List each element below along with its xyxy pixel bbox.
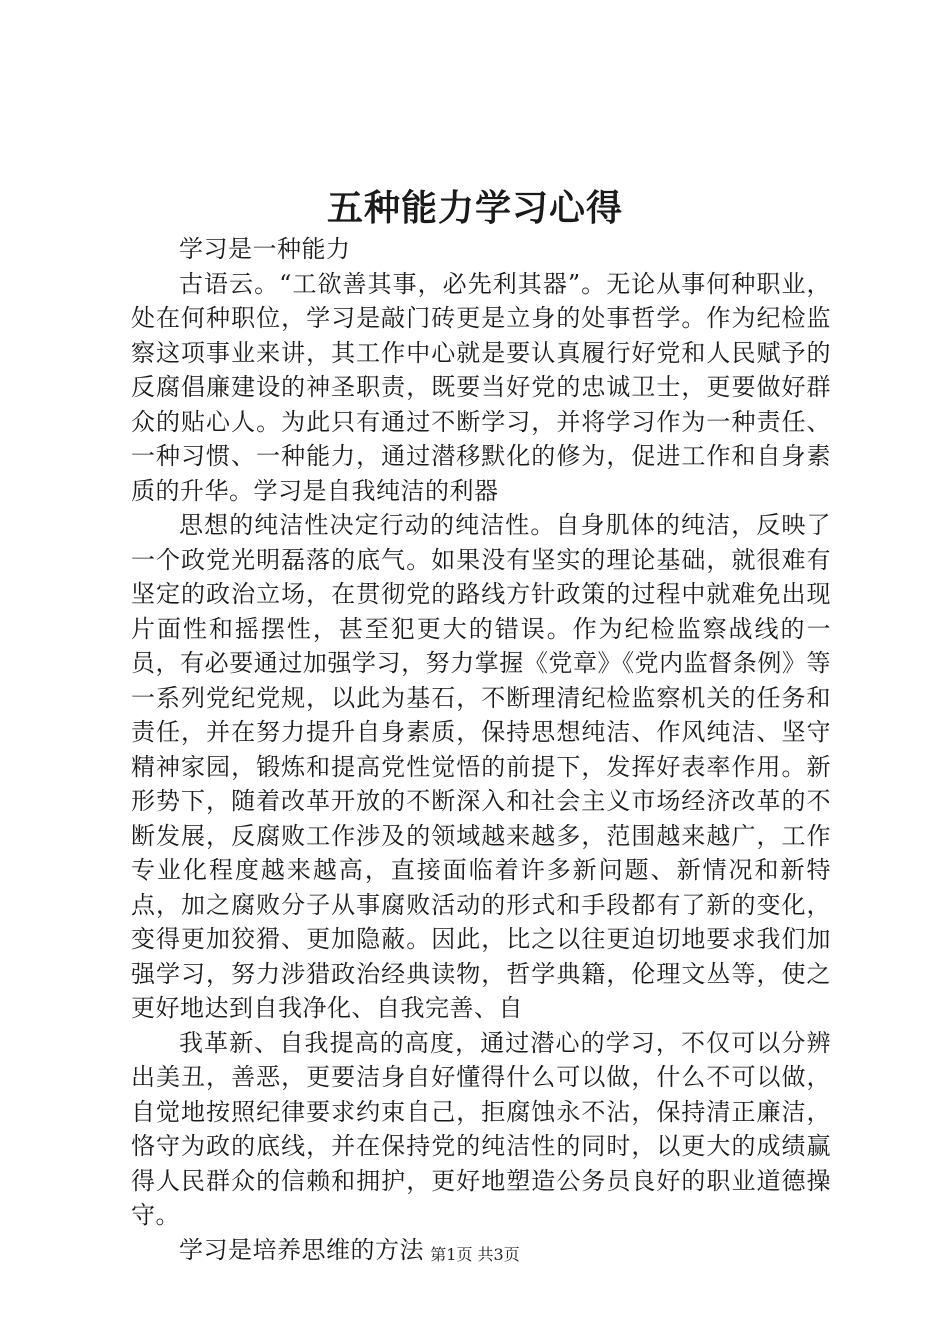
paragraph-heading-learning-ability: 学习是一种能力	[179, 235, 351, 263]
paragraph-self-reform: 我革新、自我提高的高度，通过潜心的学习，不仅可以分辨出美丑，善恶，更要洁身自好懂得什么可以做，什么不可以做，自觉地按照纪律要求约束自己，拒腐蚀永不沾，保持清正廉洁，恪守为政的底线，并在保持党的纯洁性的同时，以更大的成绩赢得人民群众的信赖和拥护，更好地塑造公务员良好的职业道德操守。	[131, 1028, 831, 1229]
page-footer: 第1页 共3页	[430, 1245, 520, 1264]
paragraph-purity-of-thought: 思想的纯洁性决定行动的纯洁性。自身肌体的纯洁，反映了一个政党光明磊落的底气。如果没有坚实的理论基础，就很难有坚定的政治立场，在贯彻党的路线方针政策的过程中就难免出现片面性和摇摆性，甚至犯更大的错误。作为纪检监察战线的一员，有必要通过加强学习，努力掌握《党章》《党内监督条例》等一系列党纪党规，以此为基石，不断理清纪检监察机关的任务和责任，并在努力提升自身素质，保持思想纯洁、作风纯洁、坚守精神家园，锻炼和提高党性觉悟的前提下，发挥好表率作用。新形势下，随着改革开放的不断深入和社会主义市场经济改革的不断发展，反腐败工作涉及的领域越来越多，范围越来越广，工作专业化程度越来越高，直接面临着许多新问题、新情况和新特点，加之腐败分子从事腐败活动的形式和手段都有了新的变化，变得更加狡猾、更加隐蔽。因此，比之以往更迫切地要求我们加强学习，努力涉猎政治经典读物，哲学典籍，伦理文丛等，使之更好地达到自我净化、自我完善、自	[131, 511, 831, 1022]
paragraph-heading-thinking-method: 学习是培养思维的方法	[179, 1235, 424, 1264]
document-body	[131, 232, 831, 1267]
document-title: 五种能力学习心得	[326, 187, 623, 229]
paragraph-proverb: 古语云。“工欲善其事，必先利其器”。无论从事何种职业，处在何种职位，学习是敲门砖更是立身的处事哲学。作为纪检监察这项事业来讲，其工作中心就是要认真履行好党和人民赋予的反腐倡廉建设的神圣职责，既要当好党的忠诚卫士，更要做好群众的贴心人。为此只有通过不断学习，并将学习作为一种责任、一种习惯、一种能力，通过潜移默化的修为，促进工作和自身素质的升华。学习是自我纯洁的利器	[131, 269, 831, 505]
